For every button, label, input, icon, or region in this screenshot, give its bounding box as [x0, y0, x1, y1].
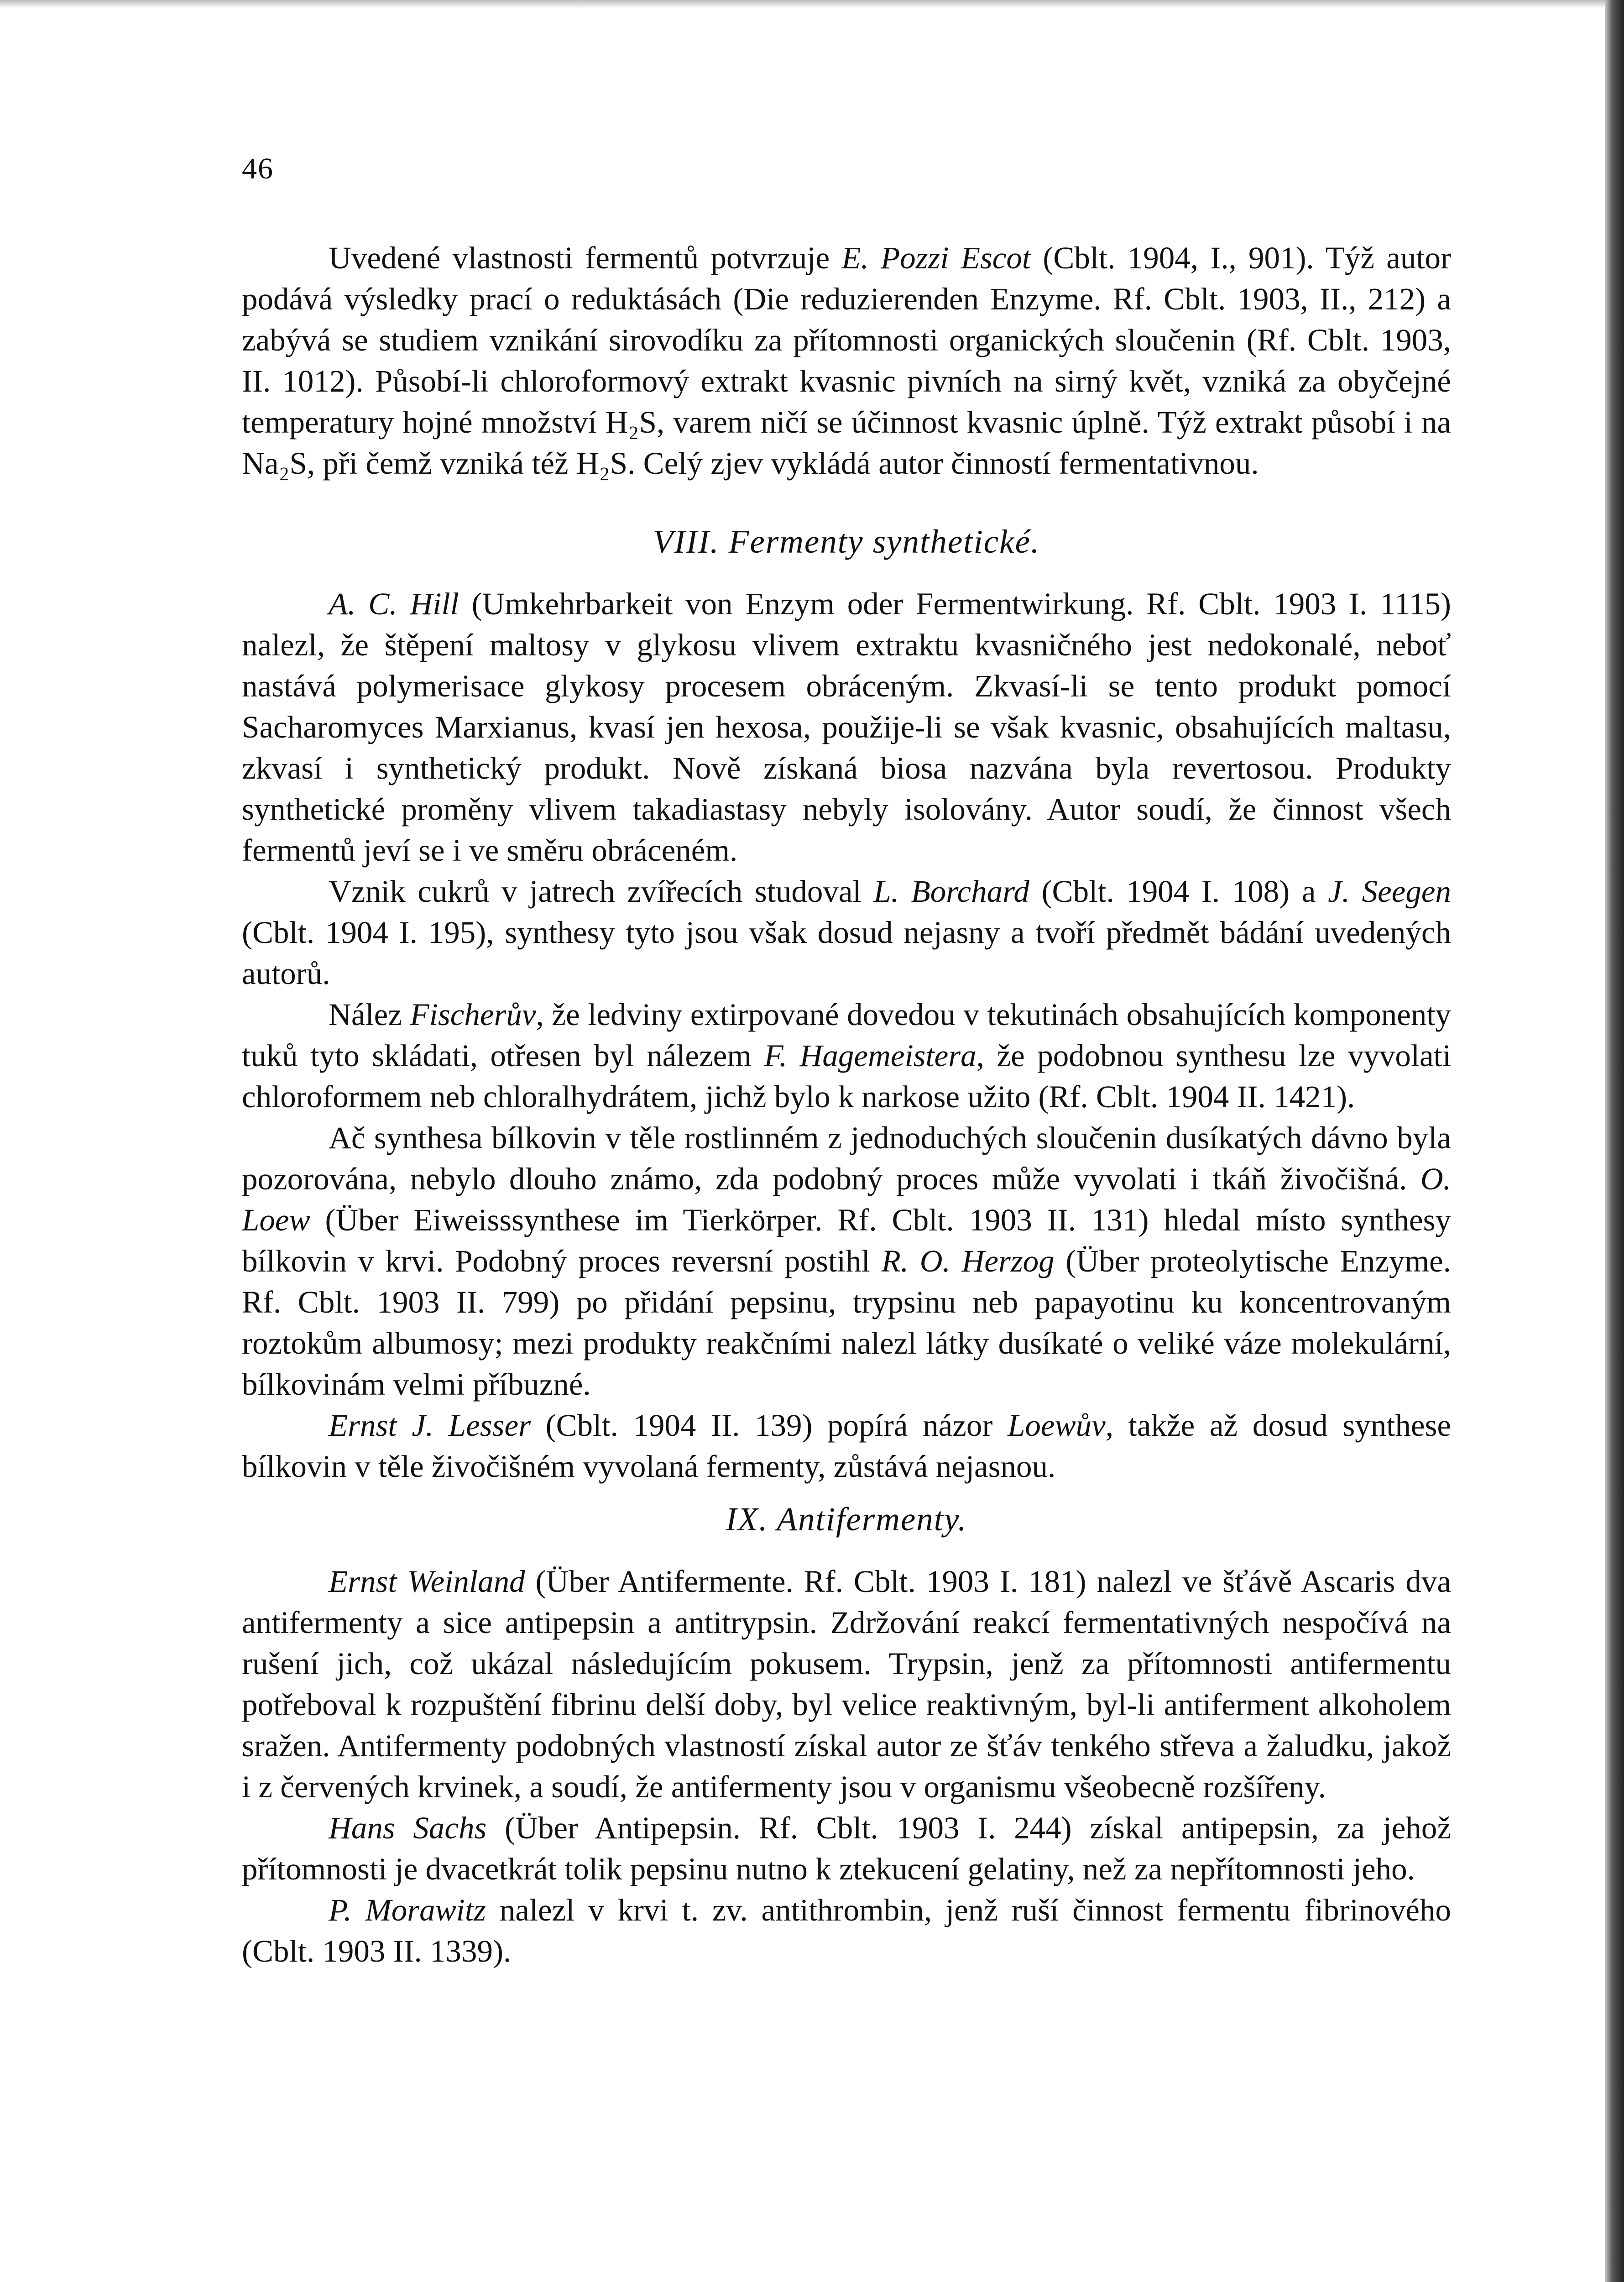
author-name: Fischerův [410, 997, 536, 1032]
paragraph-hill [242, 583, 1451, 871]
page-number: 46 [242, 152, 274, 185]
author-name: F. Hagemeistera [764, 1038, 976, 1073]
paragraph-lesser [242, 1405, 1451, 1487]
author-name: J. Seegen [1328, 874, 1452, 909]
scan-top-shadow [0, 0, 1624, 8]
section-heading-viii: VIII. Fermenty synthetické. [653, 523, 1040, 560]
paragraph-loew-herzog [242, 1117, 1451, 1405]
text-run: (Über proteolytische Enzyme. Rf. Cblt. 1903 II. 799) po přidání pepsinu, trypsinu neb papayotinu ku koncentrovaným roztokům albumosy; mezi produkty reakčními nalezl látky dusíkaté o veliké váze molekulární, bílkovinám velmi příbuzné. [242, 1244, 1451, 1402]
author-name: L. Borchard [873, 874, 1029, 909]
author-name: Ernst Weinland [329, 1564, 525, 1599]
text-run: , že podobnou synthesu lze vyvolati chloroformem neb chloralhydrátem, jichž bylo k narkose užito (Rf. Cblt. 1904 II. 1421). [242, 1038, 1452, 1114]
author-name: R. O. Herzog [881, 1244, 1055, 1278]
author-name: O. Loew [242, 1162, 1451, 1237]
text-run: (Umkehrbarkeit von Enzym oder Fermentwirkung. Rf. Cblt. 1903 I. 1115) nalezl, že štěpení maltosy v glykosu vlivem extraktu kvasničného jest nedokonalé, neboť nastává polymerisace glykosy procesem obráceným. Zkvasí-li se tento produkt pomocí Sacharomyces Marxianus, kvasí jen hexosa, použije-li se však kvasnic, obsahujících maltasu, zkvasí i synthetický produkt. Nově získaná biosa nazvána byla revertosou. Produkty synthetické proměny vlivem takadiastasy nebyly isolovány. Autor soudí, že činnost všech fermentů jeví se i ve směru obráceném. [242, 586, 1451, 868]
author-name: Loewův [1008, 1408, 1106, 1443]
text-run: (Cblt. 1904 II. 139) popírá názor [530, 1408, 1008, 1443]
text-run: Ač synthesa bílkovin v těle rostlinném z jednoduchých sloučenin dusíkatých dávno byla pozorována, nebylo dlouho známo, zda podobný proces může vyvolati i tkáň živočišná. [242, 1120, 1451, 1196]
text-run: (Über Antifermente. Rf. Cblt. 1903 I. 181) nalezl ve šťávě Ascaris dva antifermenty a sice antipepsin a antitrypsin. Zdržování reakcí fermentativných nespočívá na rušení jich, což ukázal následujícím pokusem. Trypsin, jenž za přítomnosti antifermentu potřeboval k rozpuštění fibrinu delší doby, byl velice reaktivným, byl-li antiferment alkoholem sražen. Antifermenty podobných vlastností získal autor ze šťáv tenkého střeva a žaludku, jakož i z červených krvinek, a soudí, že antifermenty jsou v organismu všeobecně rozšířeny. [242, 1564, 1451, 1804]
author-name: Hans Sachs [329, 1811, 487, 1845]
text-run: nalezl v krvi t. zv. antithrombin, jenž ruší činnost fermentu fibrinového (Cblt. 1903 II. 1339). [242, 1893, 1451, 1968]
text-run: (Cblt. 1904 I. 195), synthesy tyto jsou však dosud nejasny a tvoří předmět bádání uvedených autorů. [242, 915, 1451, 991]
text-run: Nález [329, 997, 410, 1032]
text-run: Vznik cukrů v jatrech zvířecích studoval [329, 874, 874, 909]
paragraph-weinland [242, 1561, 1451, 1807]
text-run: (Über Antipepsin. Rf. Cblt. 1903 I. 244) získal antipepsin, za jehož přítomnosti je dvacetkrát tolik pepsinu nutno k ztekucení gelatiny, než za nepřítomnosti jeho. [242, 1811, 1451, 1886]
author-name: P. Morawitz [329, 1893, 486, 1927]
text-run: (Cblt. 1904, I., 901). Týž autor podává výsledky prací o reduktásách (Die reduzierenden Enzyme. Rf. Cblt. 1903, II., 212) a zabývá se studiem vznikání sirovodíku za přítomnosti organických sloučenin (Rf. Cblt. 1903, II. 1012). Působí-li chloroformový extrakt kvasnic pivních na sirný květ, vzniká za obyčejné temperatury hojné množství H₂S, varem ničí se účinnost kvasnic úplně. Týž extrakt působí i na Na₂S, při čemž vzniká též H₂S. Celý zjev vykládá autor činností fermentativnou. [242, 241, 1451, 481]
text-run: , že ledviny extirpované dovedou v tekutinách obsahujících komponenty tuků tyto skládati, otřesen byl nálezem [242, 997, 1451, 1073]
text-run: (Über Eiweisssynthese im Tierkörper. Rf. Cblt. 1903 II. 131) hledal místo synthesy bílkovin v krvi. Podobný proces reversní postihl [242, 1203, 1451, 1278]
text-run: Uvedené vlastnosti fermentů potvrzuje [329, 241, 842, 275]
paragraph-morawitz [242, 1889, 1451, 1972]
book-page [242, 151, 1451, 1972]
scan-right-edge [1605, 0, 1624, 2282]
text-run: , takže až dosud synthese bílkovin v těle živočišném vyvolaná fermenty, zůstává nejasnou. [242, 1408, 1451, 1484]
text-run: (Cblt. 1904 I. 108) a [1029, 874, 1328, 909]
paragraph-borchard-seegen [242, 871, 1451, 994]
author-name: A. C. Hill [329, 586, 459, 621]
author-name: Ernst J. Lesser [329, 1408, 531, 1443]
paragraph-pozzi-escot [242, 237, 1451, 484]
author-name: E. Pozzi Escot [841, 241, 1031, 275]
paragraph-sachs [242, 1807, 1451, 1889]
paragraph-fischer-hagemeister [242, 994, 1451, 1117]
section-heading-ix: IX. Antifermenty. [726, 1501, 967, 1538]
